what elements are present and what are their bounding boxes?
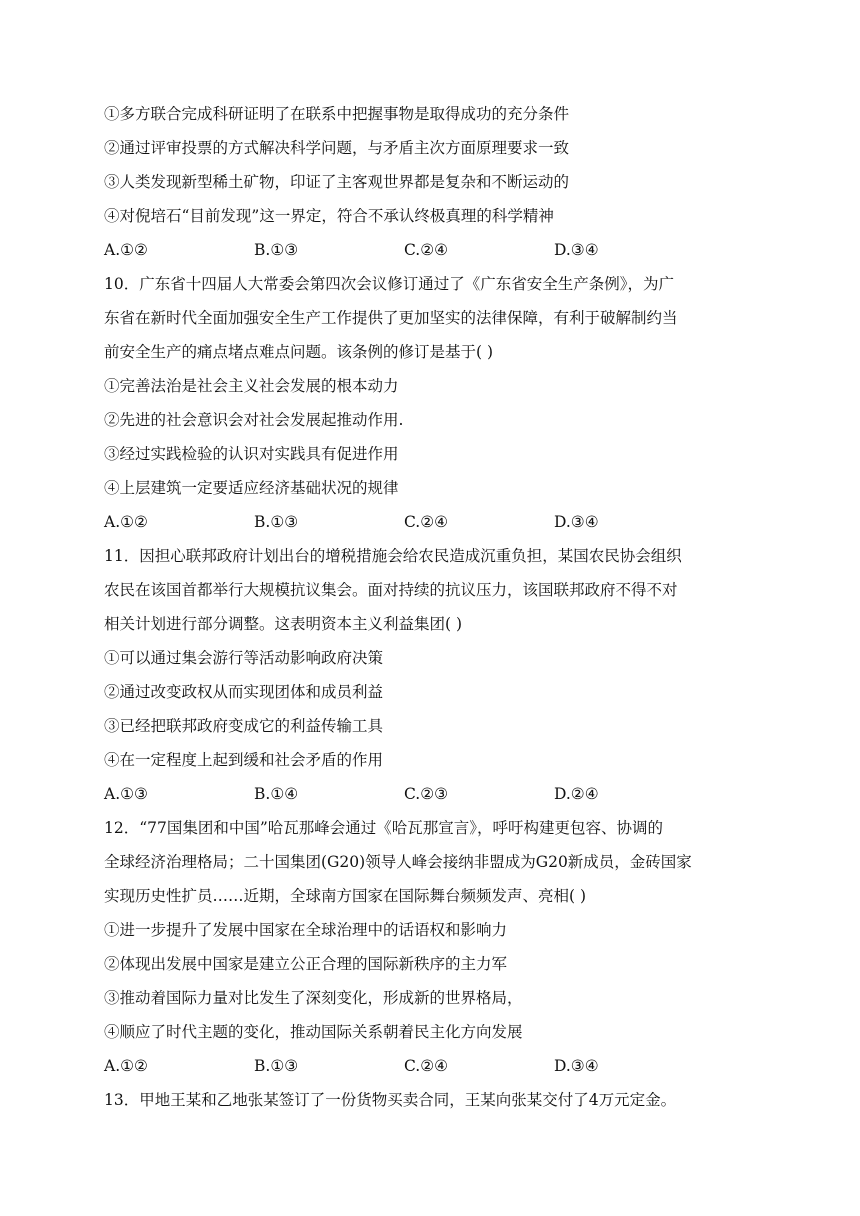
q9-statement-3: ③人类发现新型稀土矿物，印证了主客观世界都是复杂和不断运动的 (104, 173, 570, 191)
q12-stem-line-3: 实现历史性扩员……近期，全球南方国家在国际舞台频频发声、亮相( ) (104, 887, 587, 905)
q12-stem-line-1: 12．“77国集团和中国”哈瓦那峰会通过《哈瓦那宣言》，呼吁构建更包容、协调的 (104, 819, 664, 837)
q12-option-b: B.①③ (254, 1057, 299, 1075)
q10-option-d: D.③④ (554, 513, 599, 531)
q10-stem-line-2: 东省在新时代全面加强安全生产工作提供了更加坚实的法律保障，有利于破解制约当 (104, 309, 678, 327)
q10-statement-3: ③经过实践检验的认识对实践具有促进作用 (104, 445, 399, 463)
q10-option-b: B.①③ (254, 513, 299, 531)
q9-option-d: D.③④ (554, 241, 599, 259)
q12-option-a: A.①② (104, 1057, 148, 1075)
q12-option-c: C.②④ (404, 1057, 449, 1075)
q12-statement-4: ④顺应了时代主题的变化，推动国际关系朝着民主化方向发展 (104, 1023, 523, 1041)
q13-stem-line-1: 13．甲地王某和乙地张某签订了一份货物买卖合同，王某向张某交付了4万元定金。 (104, 1091, 677, 1109)
q10-stem-line-1: 10．广东省十四届人大常委会第四次会议修订通过了《广东省安全生产条例》，为广 (104, 275, 674, 293)
q12-statement-1: ①进一步提升了发展中国家在全球治理中的话语权和影响力 (104, 921, 508, 939)
q10-option-c: C.②④ (404, 513, 449, 531)
q11-option-d: D.②④ (554, 785, 599, 803)
q9-statement-4: ④对倪培石“目前发现”这一界定，符合不承认终极真理的科学精神 (104, 207, 554, 225)
q11-statement-3: ③已经把联邦政府变成它的利益传输工具 (104, 717, 384, 735)
q10-statement-4: ④上层建筑一定要适应经济基础状况的规律 (104, 479, 399, 497)
q11-statement-2: ②通过改变政权从而实现团体和成员利益 (104, 683, 384, 701)
q11-option-a: A.①③ (104, 785, 148, 803)
q9-option-c: C.②④ (404, 241, 449, 259)
q12-statement-2: ②体现出发展中国家是建立公正合理的国际新秩序的主力军 (104, 955, 508, 973)
q11-statement-1: ①可以通过集会游行等活动影响政府决策 (104, 649, 384, 667)
q9-option-a: A.①② (104, 241, 148, 259)
q11-statement-4: ④在一定程度上起到缓和社会矛盾的作用 (104, 751, 384, 769)
q12-statement-3: ③推动着国际力量对比发生了深刻变化，形成新的世界格局， (104, 989, 523, 1007)
q11-stem-line-1: 11．因担心联邦政府计划出台的增税措施会给农民造成沉重负担，某国农民协会组织 (104, 547, 682, 565)
q11-stem-line-2: 农民在该国首都举行大规模抗议集会。面对持续的抗议压力，该国联邦政府不得不对 (104, 581, 678, 599)
q11-stem-line-3: 相关计划进行部分调整。这表明资本主义利益集团( ) (104, 615, 463, 633)
q12-option-d: D.③④ (554, 1057, 599, 1075)
q9-statement-2: ②通过评审投票的方式解决科学问题，与矛盾主次方面原理要求一致 (104, 139, 570, 157)
q9-statement-1: ①多方联合完成科研证明了在联系中把握事物是取得成功的充分条件 (104, 105, 570, 123)
q10-statement-1: ①完善法治是社会主义社会发展的根本动力 (104, 377, 399, 395)
q10-stem-line-3: 前安全生产的痛点堵点难点问题。该条例的修订是基于( ) (104, 343, 494, 361)
q11-option-b: B.①④ (254, 785, 299, 803)
q9-option-b: B.①③ (254, 241, 299, 259)
q12-stem-line-2: 全球经济治理格局；二十国集团(G20)领导人峰会接纳非盟成为G20新成员，金砖国家 (104, 853, 692, 871)
q10-statement-2: ②先进的社会意识会对社会发展起推动作用. (104, 411, 404, 429)
q11-option-c: C.②③ (404, 785, 449, 803)
q10-option-a: A.①② (104, 513, 148, 531)
